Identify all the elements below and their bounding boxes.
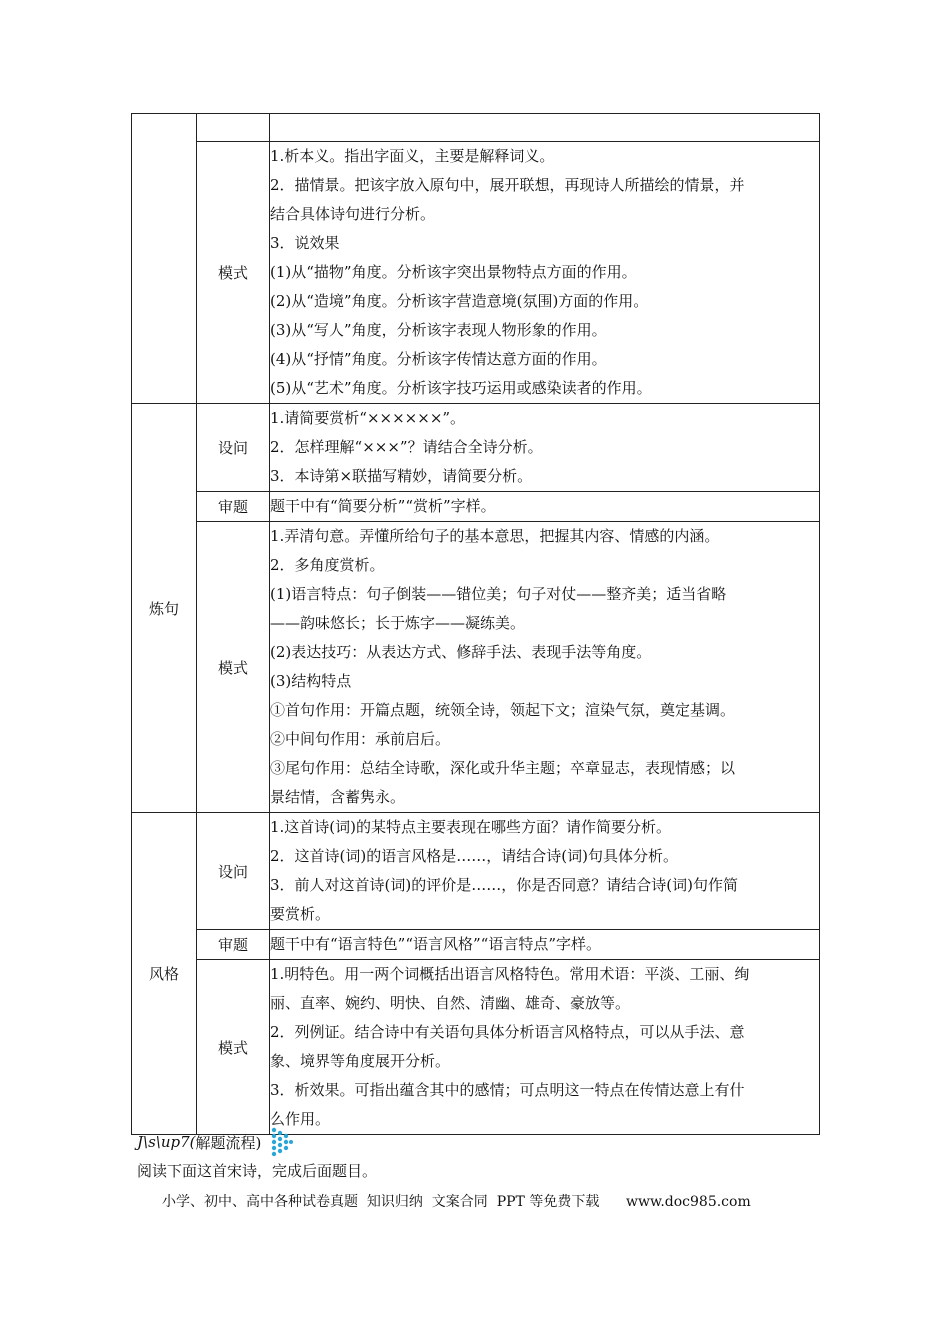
sub-cell: 设问 bbox=[197, 813, 270, 930]
sub-cell: 审题 bbox=[197, 492, 270, 522]
content-line: 2．怎样理解“×××”？请结合全诗分析。 bbox=[270, 438, 543, 456]
content-line: (5)从“艺术”角度。分析该字技巧运用或感染读者的作用。 bbox=[270, 379, 652, 397]
content-line: 2．列例证。结合诗中有关语句具体分析语言风格特点，可以从手法、意 bbox=[270, 1023, 745, 1041]
content-line: 3．前人对这首诗(词)的评价是……，你是否同意？请结合诗(词)句作简 bbox=[270, 876, 738, 894]
content-cell bbox=[270, 522, 820, 813]
content-line: 1.弄清句意。弄懂所给句子的基本意思，把握其内容、情感的内涵。 bbox=[270, 527, 720, 545]
table-row bbox=[132, 960, 820, 1135]
content-cell bbox=[270, 142, 820, 404]
sub-cell: 模式 bbox=[197, 960, 270, 1135]
content-cell bbox=[270, 960, 820, 1135]
content-line: 景结情，含蓄隽永。 bbox=[270, 788, 406, 806]
content-line: (2)表达技巧：从表达方式、修辞手法、表现手法等角度。 bbox=[270, 643, 652, 661]
content-line: (1)语言特点：句子倒装——错位美；句子对仗——整齐美；适当省略 bbox=[270, 585, 727, 603]
sub-cell: 设问 bbox=[197, 404, 270, 492]
content-line: (1)从“描物”角度。分析该字突出景物特点方面的作用。 bbox=[270, 263, 637, 281]
intro-text: 阅读下面这首宋诗，完成后面题目。 bbox=[137, 1162, 378, 1180]
content-line: 2．描情景。把该字放入原句中，展开联想，再现诗人所描绘的情景，并 bbox=[270, 176, 745, 194]
content-line: ③尾句作用：总结全诗歌，深化或升华主题；卒章显志，表现情感；以 bbox=[270, 759, 736, 777]
content-line: 1.请简要赏析“××××××”。 bbox=[270, 409, 466, 427]
content-line: 题干中有“语言特色”“语言风格”“语言特点”字样。 bbox=[270, 935, 602, 953]
solution-flow-heading bbox=[137, 1127, 837, 1157]
methods-table bbox=[131, 113, 820, 1135]
content-line: ②中间句作用：承前启后。 bbox=[270, 730, 451, 748]
sub-cell: 模式 bbox=[197, 522, 270, 813]
sub-cell: 模式 bbox=[197, 142, 270, 404]
table-row bbox=[132, 813, 820, 930]
content-line: 3．析效果。可指出蕴含其中的感情；可点明这一特点在传情达意上有什 bbox=[270, 1081, 745, 1099]
table-row bbox=[132, 522, 820, 813]
content-line: ——韵味悠长；长于炼字——凝练美。 bbox=[270, 614, 526, 632]
flow-title: 解题流程) bbox=[195, 1133, 262, 1152]
content-line: 丽、直率、婉约、明快、自然、清幽、雄奇、豪放等。 bbox=[270, 994, 631, 1012]
content-line: (4)从“抒情”角度。分析该字传情达意方面的作用。 bbox=[270, 350, 607, 368]
content-line: 2．多角度赏析。 bbox=[270, 556, 385, 574]
content-line: 3．本诗第×联描写精妙，请简要分析。 bbox=[270, 467, 533, 485]
table-row bbox=[132, 114, 820, 142]
content-cell bbox=[270, 114, 820, 142]
content-line: 1.析本义。指出字面义，主要是解释词义。 bbox=[270, 147, 555, 165]
content-line: ①首句作用：开篇点题，统领全诗，领起下文；渲染气氛，奠定基调。 bbox=[270, 701, 736, 719]
footer-ad: 小学、初中、高中各种试卷真题 知识归纳 文案合同 PPT 等免费下载 www.doc985.com bbox=[162, 1194, 751, 1210]
sub-cell: 审题 bbox=[197, 930, 270, 960]
content-line: 题干中有“简要分析”“赏析”字样。 bbox=[270, 497, 496, 515]
category-cell bbox=[132, 114, 197, 404]
field-code-text: J\s\up7( bbox=[137, 1133, 196, 1151]
content-line: 象、境界等角度展开分析。 bbox=[270, 1052, 451, 1070]
table-row bbox=[132, 404, 820, 492]
content-line: 2．这首诗(词)的语言风格是……，请结合诗(词)句具体分析。 bbox=[270, 847, 678, 865]
table-row bbox=[132, 492, 820, 522]
content-line: 结合具体诗句进行分析。 bbox=[270, 205, 436, 223]
table-row bbox=[132, 930, 820, 960]
content-line: 么作用。 bbox=[270, 1110, 331, 1128]
content-line: 3．说效果 bbox=[270, 234, 340, 252]
sub-cell bbox=[197, 114, 270, 142]
solution-flow-section bbox=[137, 1127, 837, 1183]
content-cell bbox=[270, 492, 820, 522]
category-cell: 风格 bbox=[132, 813, 197, 1135]
content-line: (3)从“写人”角度，分析该字表现人物形象的作用。 bbox=[270, 321, 607, 339]
category-cell: 炼句 bbox=[132, 404, 197, 813]
content-line: 要赏析。 bbox=[270, 905, 331, 923]
dotted-triangle-arrow-icon bbox=[271, 1127, 293, 1157]
table-row bbox=[132, 142, 820, 404]
content-cell bbox=[270, 930, 820, 960]
content-line: 1.明特色。用一两个词概括出语言风格特色。常用术语：平淡、工丽、绚 bbox=[270, 965, 750, 983]
content-cell bbox=[270, 404, 820, 492]
content-line: (3)结构特点 bbox=[270, 672, 352, 690]
content-cell bbox=[270, 813, 820, 930]
content-line: 1.这首诗(词)的某特点主要表现在哪些方面？请作简要分析。 bbox=[270, 818, 672, 836]
content-line: (2)从“造境”角度。分析该字营造意境(氛围)方面的作用。 bbox=[270, 292, 649, 310]
